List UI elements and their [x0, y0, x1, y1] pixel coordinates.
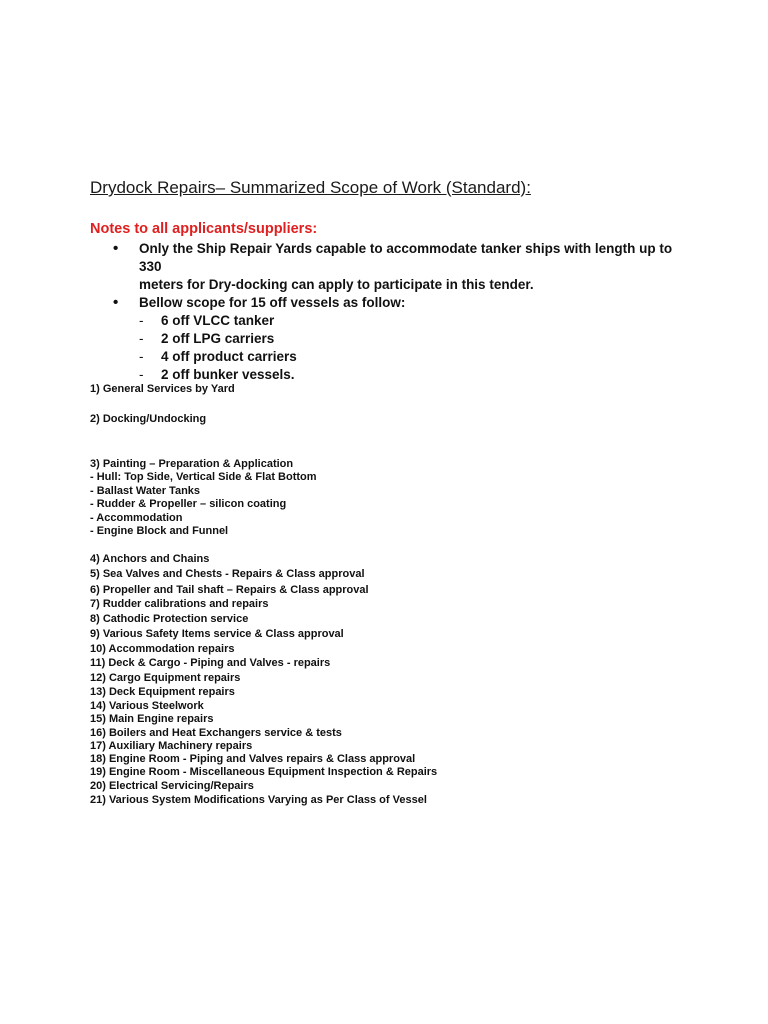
scope-item: 19) Engine Room - Miscellaneous Equipment Inspection & Repairs — [90, 766, 438, 778]
scope-item: 17) Auxiliary Machinery repairs — [90, 740, 253, 752]
scope-subitem: - Engine Block and Funnel — [90, 525, 229, 537]
bullet-text-line: meters for Dry-docking can apply to participate in this tender. — [139, 277, 534, 292]
scope-item: 3) Painting – Preparation & Application — [90, 458, 294, 470]
sub-item — [113, 348, 673, 366]
scope-item: 1) General Services by Yard — [90, 383, 235, 395]
bullet-item-scope — [113, 294, 673, 312]
scope-item: 18) Engine Room - Piping and Valves repairs & Class approval — [90, 753, 416, 765]
scope-item: 21) Various System Modifications Varying as Per Class of Vessel — [90, 794, 427, 806]
scope-item: 11) Deck & Cargo - Piping and Valves - repairs — [90, 657, 331, 669]
bullet-text-line: Bellow scope for 15 off vessels as follow: — [139, 295, 406, 310]
scope-item: 16) Boilers and Heat Exchangers service & tests — [90, 727, 342, 739]
sub-item-text: 2 off bunker vessels. — [161, 367, 295, 382]
dash-icon: - — [139, 313, 144, 328]
scope-item: 10) Accommodation repairs — [90, 643, 235, 655]
bullet-item-shipyard-capability — [113, 240, 673, 294]
notes-heading: Notes to all applicants/suppliers: — [90, 221, 318, 237]
scope-item: 2) Docking/Undocking — [90, 413, 207, 425]
bullet-text-line: Only the Ship Repair Yards capable to accommodate tanker ships with length up to 330 — [139, 241, 673, 274]
dash-icon: - — [139, 331, 144, 346]
sub-item — [113, 312, 673, 330]
scope-subitem: - Rudder & Propeller – silicon coating — [90, 498, 287, 510]
scope-item: 8) Cathodic Protection service — [90, 613, 249, 625]
scope-item: 12) Cargo Equipment repairs — [90, 672, 241, 684]
scope-item: 9) Various Safety Items service & Class approval — [90, 628, 344, 640]
bullet-icon: • — [113, 240, 119, 257]
dash-icon: - — [139, 367, 144, 382]
sub-item — [113, 366, 673, 384]
sub-item — [113, 330, 673, 348]
scope-item: 4) Anchors and Chains — [90, 553, 210, 565]
scope-subitem: - Ballast Water Tanks — [90, 485, 201, 497]
sub-item-text: 2 off LPG carriers — [161, 331, 275, 346]
sub-item-text: 4 off product carriers — [161, 349, 297, 364]
document-title: Drydock Repairs– Summarized Scope of Work (Standard): — [90, 178, 531, 197]
scope-subitem: - Accommodation — [90, 512, 183, 524]
bullet-icon: • — [113, 294, 119, 311]
scope-item: 15) Main Engine repairs — [90, 713, 214, 725]
scope-item: 7) Rudder calibrations and repairs — [90, 598, 269, 610]
sub-item-text: 6 off VLCC tanker — [161, 313, 275, 328]
dash-icon: - — [139, 349, 144, 364]
scope-item: 13) Deck Equipment repairs — [90, 686, 235, 698]
scope-item: 20) Electrical Servicing/Repairs — [90, 780, 254, 792]
scope-item: 6) Propeller and Tail shaft – Repairs & Class approval — [90, 584, 369, 596]
scope-item: 14) Various Steelwork — [90, 700, 204, 712]
scope-item: 5) Sea Valves and Chests - Repairs & Class approval — [90, 568, 365, 580]
notes-bullet-list — [113, 240, 673, 384]
scope-subitem: - Hull: Top Side, Vertical Side & Flat Bottom — [90, 471, 317, 483]
